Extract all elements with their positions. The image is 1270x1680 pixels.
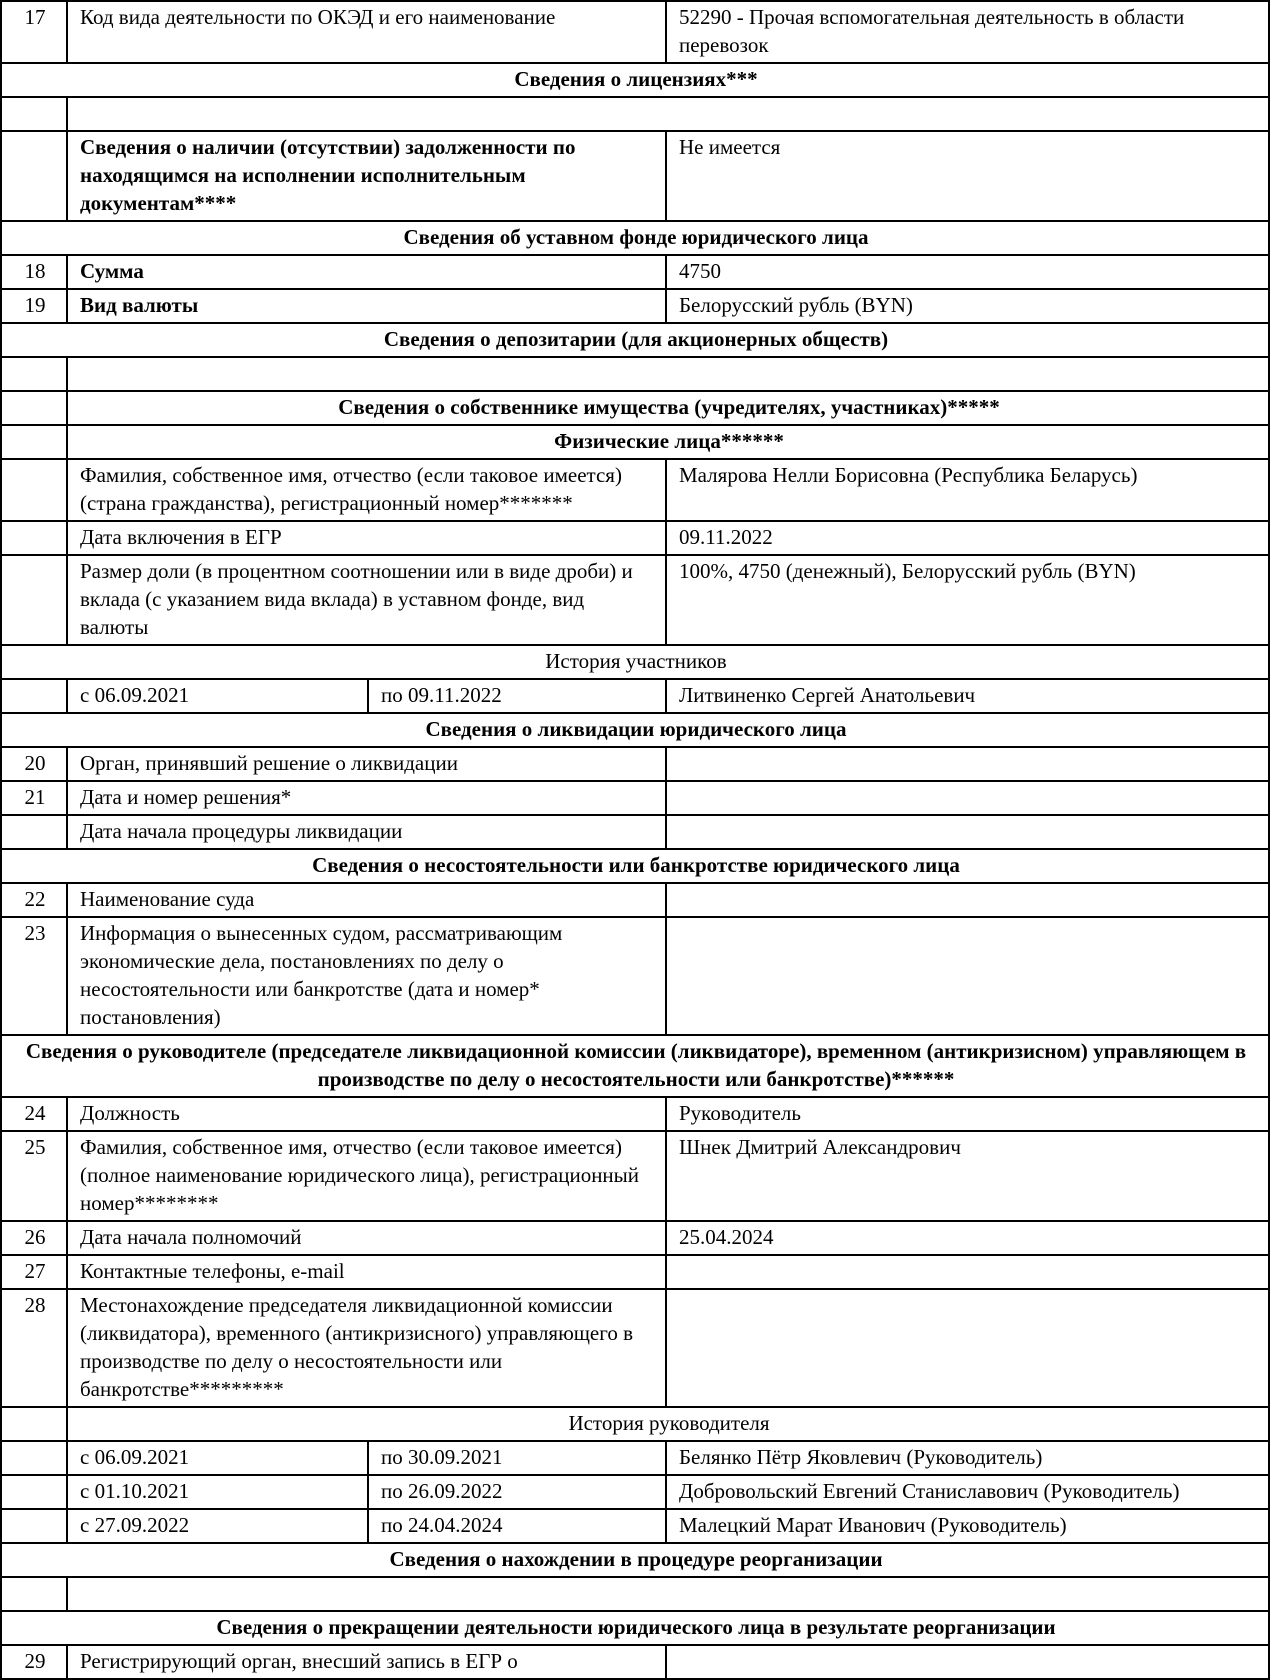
field-label: Фамилия, собственное имя, отчество (если таковое имеется) (полное наименование юридического лица), регистрационный номер********: [67, 1131, 666, 1221]
table-row: [1, 255, 1269, 289]
row-number: [1, 1441, 67, 1475]
field-label: Вид валюты: [67, 289, 666, 323]
table-row: [1, 131, 1269, 221]
table-row: [1, 917, 1269, 1035]
field-label: Дата начала процедуры ликвидации: [67, 815, 666, 849]
table-row: [1, 883, 1269, 917]
section-header: Сведения о собственнике имущества (учредителях, участниках)*****: [67, 391, 1269, 425]
field-label: Наименование суда: [67, 883, 666, 917]
field-value: 100%, 4750 (денежный), Белорусский рубль (BYN): [666, 555, 1269, 645]
field-value: [666, 917, 1269, 1035]
row-number: 18: [1, 255, 67, 289]
field-value: Руководитель: [666, 1097, 1269, 1131]
history-from: с 06.09.2021: [67, 679, 368, 713]
section-header: Сведения о ликвидации юридического лица: [1, 713, 1269, 747]
section-row: [1, 221, 1269, 255]
row-number: 24: [1, 1097, 67, 1131]
section-header: Сведения о руководителе (председателе ликвидационной комиссии (ликвидаторе), временном (антикризисном) управляющем в производстве по делу о несостоятельности или банкротстве)******: [1, 1035, 1269, 1097]
field-label: Регистрирующий орган, внесший запись в ЕГР о: [67, 1645, 666, 1679]
section-row: [1, 391, 1269, 425]
section-header: Сведения о прекращении деятельности юридического лица в результате реорганизации: [1, 1611, 1269, 1645]
field-label: Код вида деятельности по ОКЭД и его наименование: [67, 1, 666, 63]
row-number: [1, 679, 67, 713]
row-number: 20: [1, 747, 67, 781]
history-row: [1, 679, 1269, 713]
field-value: Белорусский рубль (BYN): [666, 289, 1269, 323]
row-number: [1, 459, 67, 521]
row-number: [1, 1577, 67, 1611]
field-label: Местонахождение председателя ликвидационной комиссии (ликвидатора), временного (антикризисного) управляющего в производстве по делу о несостоятельности или банкротстве*********: [67, 1289, 666, 1407]
row-number: [1, 1509, 67, 1543]
row-number: 28: [1, 1289, 67, 1407]
section-row: [1, 425, 1269, 459]
empty-cell: [67, 357, 1269, 391]
field-value: Не имеется: [666, 131, 1269, 221]
table-row: [1, 555, 1269, 645]
row-number: [1, 1407, 67, 1441]
section-row: [1, 63, 1269, 97]
table-row: [1, 521, 1269, 555]
field-label: Орган, принявший решение о ликвидации: [67, 747, 666, 781]
field-value: [666, 1645, 1269, 1679]
field-label: Контактные телефоны, e-mail: [67, 1255, 666, 1289]
row-number: 19: [1, 289, 67, 323]
table-row: [1, 815, 1269, 849]
field-label: Размер доли (в процентном соотношении или в виде дроби) и вклада (с указанием вида вклада) в уставном фонде, вид валюты: [67, 555, 666, 645]
row-number: 22: [1, 883, 67, 917]
section-header: Сведения об уставном фонде юридического лица: [1, 221, 1269, 255]
empty-row: [1, 1577, 1269, 1611]
section-row: [1, 1035, 1269, 1097]
field-label: Должность: [67, 1097, 666, 1131]
field-label: Фамилия, собственное имя, отчество (если таковое имеется) (страна гражданства), регистрационный номер*******: [67, 459, 666, 521]
field-value: 52290 - Прочая вспомогательная деятельность в области перевозок: [666, 1, 1269, 63]
section-row: [1, 849, 1269, 883]
row-number: [1, 815, 67, 849]
field-label: Дата включения в ЕГР: [67, 521, 666, 555]
field-value: 4750: [666, 255, 1269, 289]
field-value: [666, 883, 1269, 917]
history-from: с 01.10.2021: [67, 1475, 368, 1509]
empty-cell: [67, 97, 1269, 131]
empty-row: [1, 97, 1269, 131]
history-row: [1, 1475, 1269, 1509]
table-row: [1, 1221, 1269, 1255]
row-number: 27: [1, 1255, 67, 1289]
field-value: [666, 1255, 1269, 1289]
table-row: [1, 1289, 1269, 1407]
field-value: [666, 781, 1269, 815]
history-person: Литвиненко Сергей Анатольевич: [666, 679, 1269, 713]
section-header: Сведения о несостоятельности или банкротстве юридического лица: [1, 849, 1269, 883]
table-row: [1, 289, 1269, 323]
field-value: 09.11.2022: [666, 521, 1269, 555]
section-header: Физические лица******: [67, 425, 1269, 459]
section-row: [1, 713, 1269, 747]
history-person: Белянко Пётр Яковлевич (Руководитель): [666, 1441, 1269, 1475]
history-from: с 27.09.2022: [67, 1509, 368, 1543]
row-number: 26: [1, 1221, 67, 1255]
subsection-header: История руководителя: [67, 1407, 1269, 1441]
table-row: [1, 1097, 1269, 1131]
subsection-header: История участников: [1, 645, 1269, 679]
field-value: Малярова Нелли Борисовна (Республика Беларусь): [666, 459, 1269, 521]
table-row: [1, 781, 1269, 815]
history-row: [1, 1509, 1269, 1543]
history-to: по 09.11.2022: [368, 679, 666, 713]
row-number: [1, 357, 67, 391]
field-value: Шнек Дмитрий Александрович: [666, 1131, 1269, 1221]
history-to: по 30.09.2021: [368, 1441, 666, 1475]
field-label: Дата и номер решения*: [67, 781, 666, 815]
field-value: [666, 815, 1269, 849]
field-label: Дата начала полномочий: [67, 1221, 666, 1255]
row-number: [1, 97, 67, 131]
field-label: Информация о вынесенных судом, рассматривающим экономические дела, постановлениях по делу о несостоятельности или банкротстве (дата и номер* постановления): [67, 917, 666, 1035]
table-row: [1, 1131, 1269, 1221]
section-row: [1, 1611, 1269, 1645]
empty-row: [1, 357, 1269, 391]
row-number: [1, 391, 67, 425]
table-row: [1, 747, 1269, 781]
subheader-row: [1, 1407, 1269, 1441]
field-value: 25.04.2024: [666, 1221, 1269, 1255]
row-number: 29: [1, 1645, 67, 1679]
field-label: Сумма: [67, 255, 666, 289]
section-header: Сведения о лицензиях***: [1, 63, 1269, 97]
history-row: [1, 1441, 1269, 1475]
row-number: [1, 555, 67, 645]
history-from: с 06.09.2021: [67, 1441, 368, 1475]
subheader-row: [1, 645, 1269, 679]
section-row: [1, 323, 1269, 357]
row-number: 17: [1, 1, 67, 63]
table-row: [1, 459, 1269, 521]
history-to: по 26.09.2022: [368, 1475, 666, 1509]
field-value: [666, 747, 1269, 781]
history-to: по 24.04.2024: [368, 1509, 666, 1543]
field-label: Сведения о наличии (отсутствии) задолженности по находящимся на исполнении исполнительным документам****: [67, 131, 666, 221]
section-header: Сведения о депозитарии (для акционерных обществ): [1, 323, 1269, 357]
history-person: Добровольский Евгений Станиславович (Руководитель): [666, 1475, 1269, 1509]
table-row: [1, 1255, 1269, 1289]
field-value: [666, 1289, 1269, 1407]
table-row: [1, 1645, 1269, 1679]
empty-cell: [67, 1577, 1269, 1611]
row-number: 25: [1, 1131, 67, 1221]
row-number: [1, 521, 67, 555]
row-number: 23: [1, 917, 67, 1035]
section-header: Сведения о нахождении в процедуре реорганизации: [1, 1543, 1269, 1577]
section-row: [1, 1543, 1269, 1577]
row-number: [1, 131, 67, 221]
row-number: [1, 1475, 67, 1509]
row-number: [1, 425, 67, 459]
row-number: 21: [1, 781, 67, 815]
history-person: Малецкий Марат Иванович (Руководитель): [666, 1509, 1269, 1543]
table-row: [1, 1, 1269, 63]
